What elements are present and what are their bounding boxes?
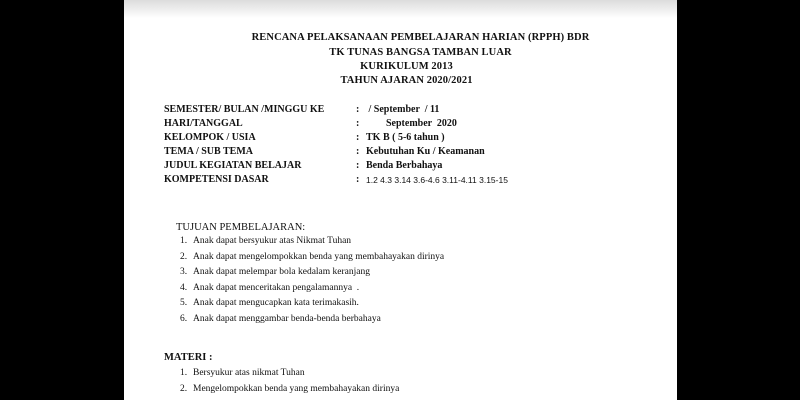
document-page (124, 0, 677, 400)
list-number: 2. (180, 383, 188, 394)
list-text: Anak dapat menceritakan pengalamannya . (193, 282, 360, 293)
list-text: Anak dapat melempar bola kedalam keranjang (193, 267, 370, 277)
curriculum: KURIKULUM 2013 (360, 61, 453, 72)
info-label: KELOMPOK / USIA (164, 132, 256, 143)
info-colon: : (356, 160, 360, 171)
list-text: Anak dapat menggambar benda-benda berbahaya (193, 313, 381, 324)
page-top-shadow (124, 0, 677, 18)
list-text: Mengelompokkan benda yang membahayakan dirinya (193, 383, 400, 394)
list-item (180, 298, 444, 314)
list-text: Anak dapat mengucapkan kata terimakasih. (193, 298, 359, 308)
tujuan-heading: TUJUAN PEMBELAJARAN: (176, 222, 306, 233)
info-label: JUDUL KEGIATAN BELAJAR (164, 160, 302, 171)
list-item (180, 252, 444, 268)
info-colon: : (356, 146, 360, 157)
info-label: TEMA / SUB TEMA (164, 146, 253, 157)
list-number: 5. (180, 298, 188, 308)
list-number: 4. (180, 282, 188, 293)
list-number: 2. (180, 251, 188, 262)
list-number: 3. (180, 267, 188, 277)
list-item (180, 384, 399, 400)
document-title: RENCANA PELAKSANAAN PEMBELAJARAN HARIAN (RPPH) BDR (251, 32, 590, 43)
info-label: SEMESTER/ BULAN /MINGGU KE (164, 104, 325, 115)
info-value: 1.2 4.3 3.14 3.6-4.6 3.11-4.11 3.15-15 (366, 175, 508, 185)
materi-heading: MATERI : (164, 352, 213, 363)
list-text: Bersyukur atas nikmat Tuhan (193, 368, 305, 378)
list-item (180, 314, 444, 330)
list-number: 6. (180, 313, 188, 324)
list-item (180, 368, 399, 384)
info-label: KOMPETENSI DASAR (164, 174, 269, 185)
list-item (180, 267, 444, 283)
info-value: TK B ( 5-6 tahun ) (366, 132, 445, 143)
info-value: / September / 11 (366, 104, 440, 115)
list-item (180, 283, 444, 299)
info-colon: : (356, 104, 360, 115)
info-value: September 2020 (366, 118, 457, 129)
info-colon: : (356, 118, 360, 129)
list-item (180, 236, 444, 252)
info-value: Kebutuhan Ku / Keamanan (366, 146, 485, 157)
info-label: HARI/TANGGAL (164, 118, 243, 129)
tujuan-list (180, 236, 444, 329)
school-year: TAHUN AJARAN 2020/2021 (340, 75, 473, 86)
list-number: 1. (180, 368, 188, 378)
school-name: TK TUNAS BANGSA TAMBAN LUAR (329, 47, 512, 58)
list-number: 1. (180, 236, 188, 246)
info-colon: : (356, 132, 360, 143)
list-text: Anak dapat bersyukur atas Nikmat Tuhan (193, 236, 352, 246)
list-text: Anak dapat mengelompokkan benda yang membahayakan dirinya (193, 251, 445, 262)
materi-list (180, 368, 399, 399)
info-value: Benda Berbahaya (366, 160, 443, 171)
info-colon: : (356, 174, 360, 185)
